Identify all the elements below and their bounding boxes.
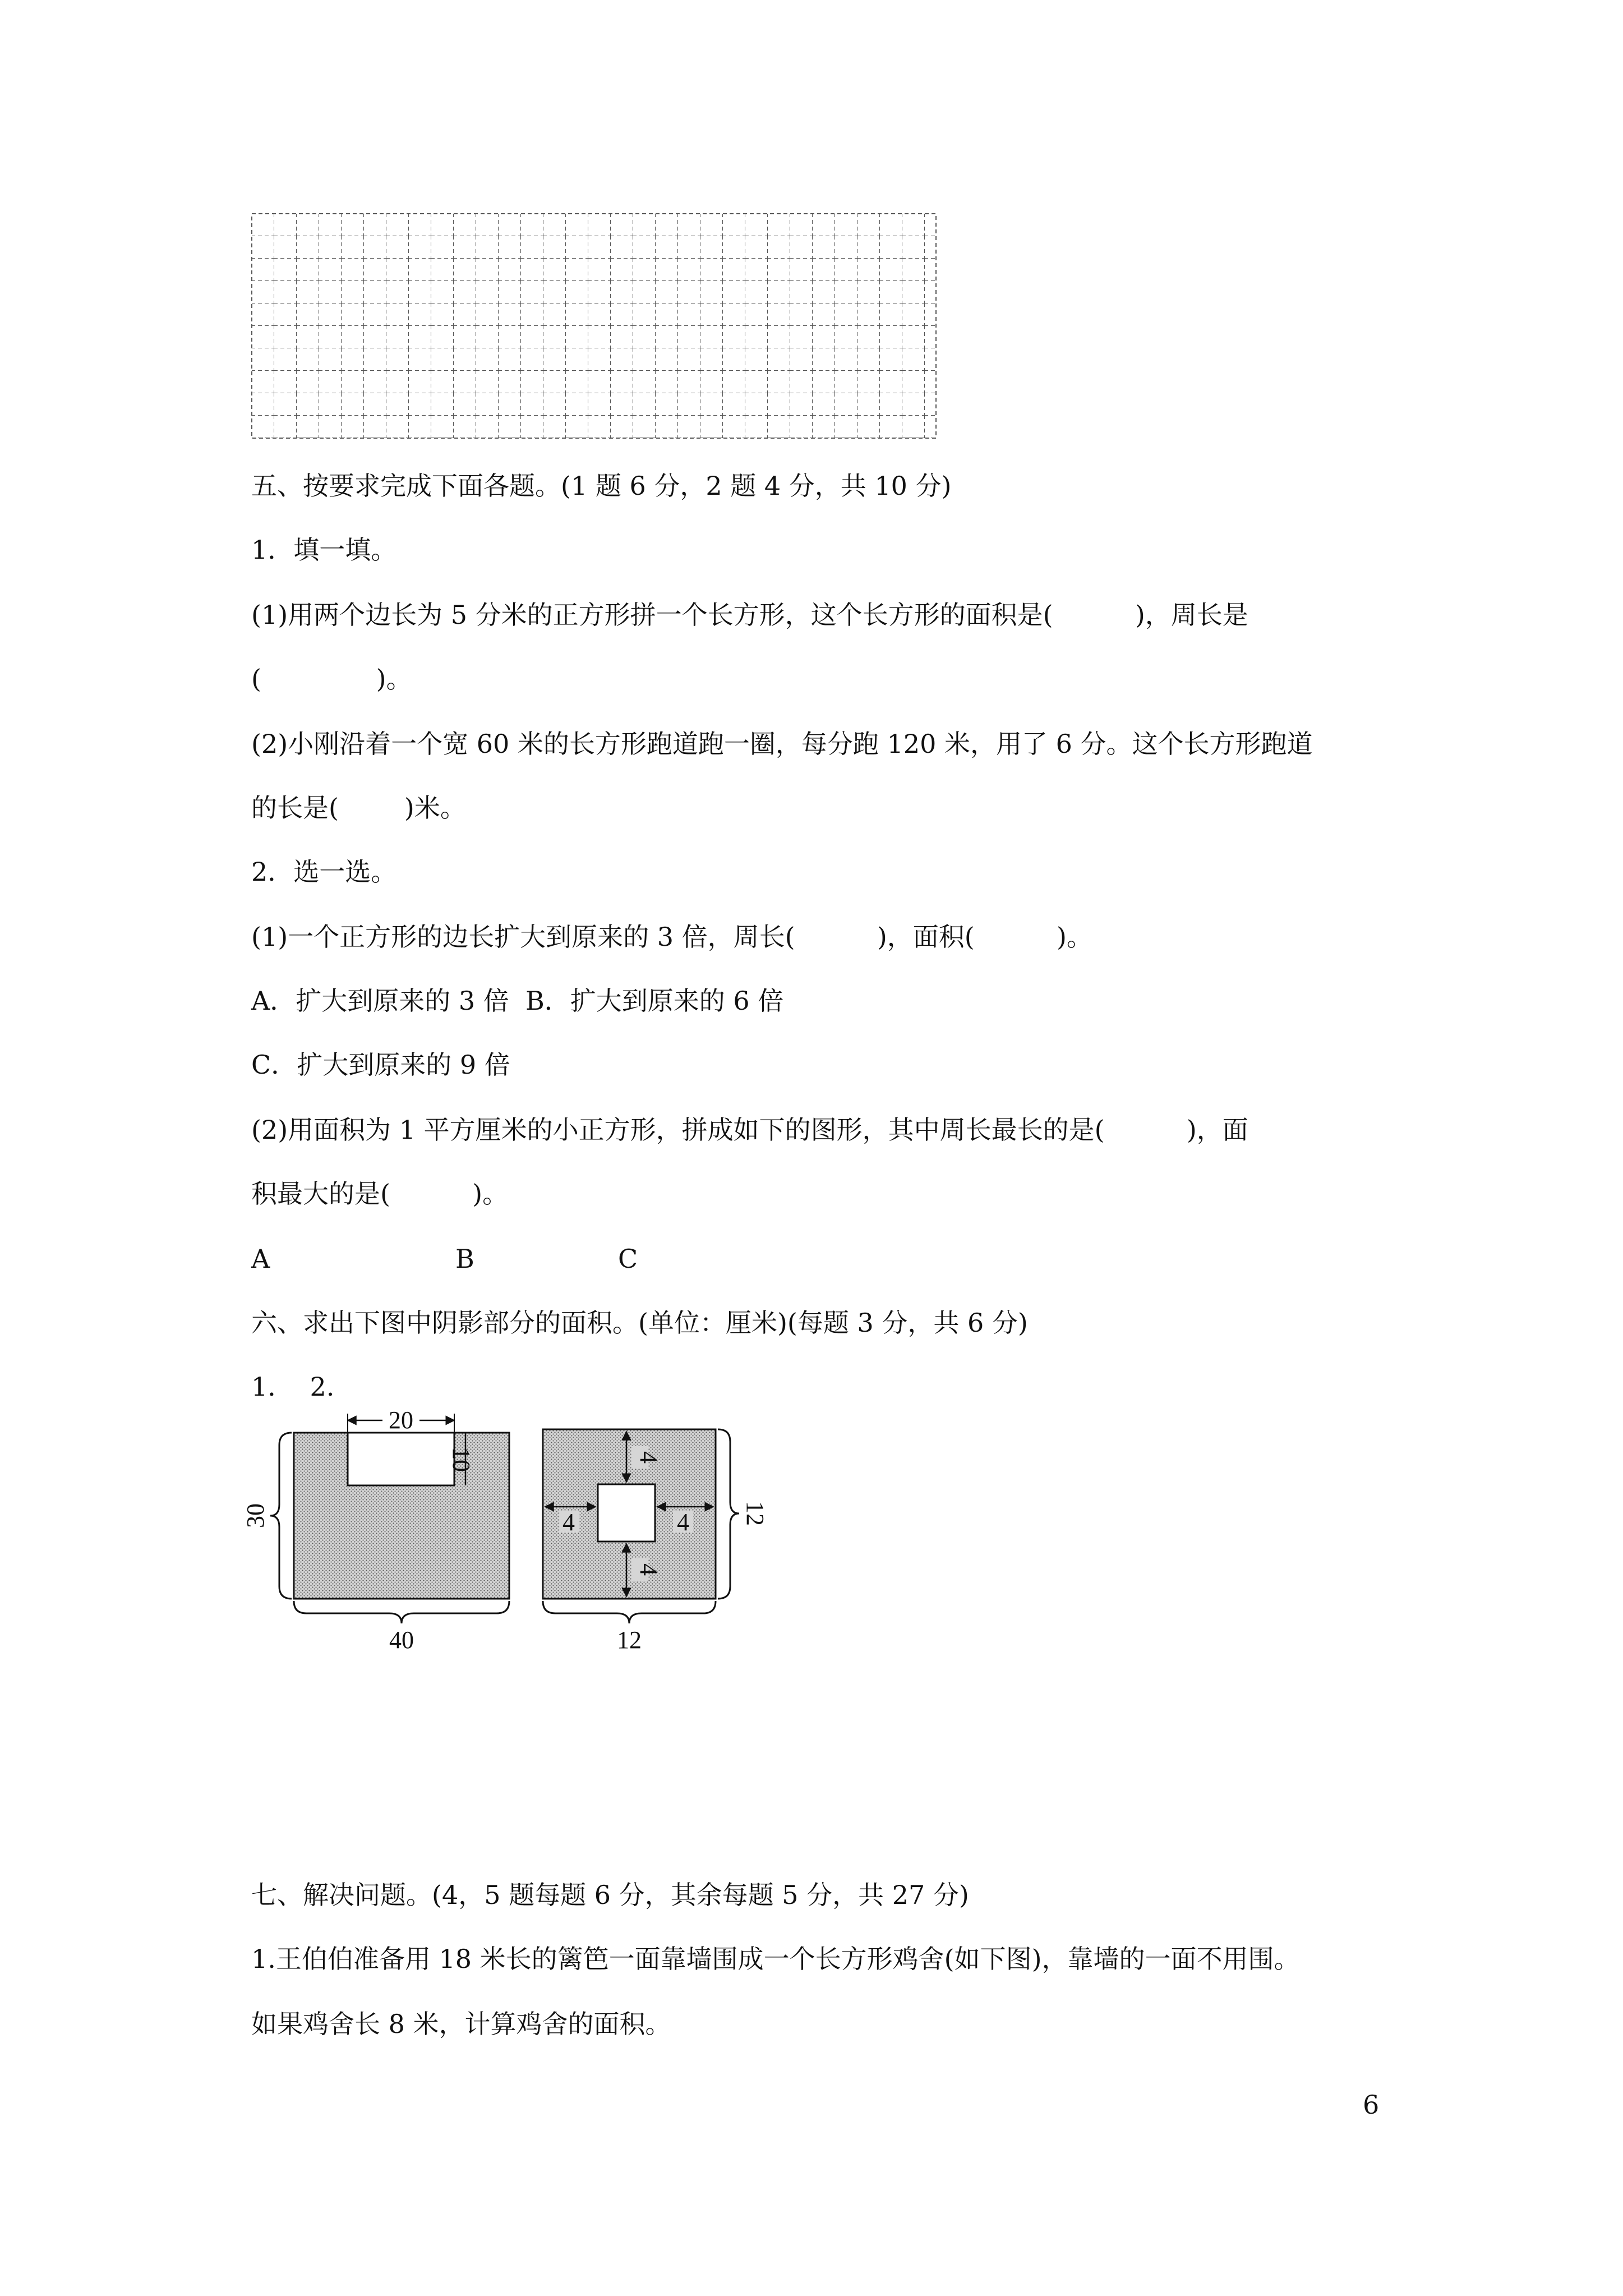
figure-2-bottom-dimension: 4 (635, 1563, 662, 1576)
section-5-heading: 五、按要求完成下面各题。(1 题 6 分，2 题 4 分，共 10 分) (251, 471, 952, 501)
question-1-1-text-cont: ( )。 (251, 664, 412, 694)
figure-1-top-dimension: 20 (389, 1406, 413, 1434)
option-a-b: A．扩大到原来的 3 倍 B．扩大到原来的 6 倍 (251, 986, 784, 1016)
question-numbers: 1． 2. (251, 1372, 335, 1402)
question-1-1-text: (1)用两个边长为 5 分米的正方形拼一个长方形，这个长方形的面积是( )，周长是 (251, 600, 1248, 630)
problem-1-text: 1.王伯伯准备用 18 米长的篱笆一面靠墙围成一个长方形鸡舍(如下图)，靠墙的一面不用围。 (251, 1944, 1300, 1974)
figure-2-right-dimension: 4 (677, 1508, 689, 1536)
figure-1-white-notch (348, 1433, 454, 1485)
figure-label-b: B (455, 1244, 474, 1274)
figure-2-white-square (598, 1484, 655, 1542)
page-number: 6 (1363, 2090, 1380, 2120)
question-2-title: 2．选一选。 (251, 857, 397, 887)
question-2-1-text: (1)一个正方形的边长扩大到原来的 3 倍，周长( )，面积( )。 (251, 922, 1092, 952)
section-6-heading: 六、求出下图中阴影部分的面积。(单位：厘米)(每题 3 分，共 6 分) (251, 1308, 1028, 1338)
question-1-2-text: (2)小刚沿着一个宽 60 米的长方形跑道跑一圈，每分跑 120 米，用了 6 分。这个长方形跑道 (251, 729, 1313, 759)
figure-1-left-dimension: 30 (242, 1503, 269, 1528)
option-c: C．扩大到原来的 9 倍 (251, 1050, 510, 1080)
dashed-grid (251, 213, 947, 443)
question-1-title: 1．填一填。 (251, 535, 397, 565)
figure-2 (543, 1429, 769, 1654)
problem-1-text-cont: 如果鸡舍长 8 米，计算鸡舍的面积。 (251, 2009, 671, 2039)
figure-2-top-dimension: 4 (635, 1451, 662, 1464)
figure-label-a: A (251, 1244, 270, 1274)
section-7-heading: 七、解决问题。(4，5 题每题 6 分，其余每题 5 分，共 27 分) (251, 1880, 969, 1910)
question-2-2-text: (2)用面积为 1 平方厘米的小正方形，拼成如下的图形，其中周长最长的是( )，面 (251, 1115, 1248, 1145)
question-1-2-text-cont: 的长是( )米。 (251, 793, 466, 823)
figure-2-left-dimension: 4 (562, 1508, 575, 1536)
shaded-area-figures (241, 1406, 769, 1666)
figure-1 (242, 1406, 509, 1654)
figure-1-bottom-dimension: 40 (389, 1626, 414, 1654)
question-2-2-text-cont: 积最大的是( )。 (251, 1179, 509, 1209)
figure-2-width-dimension: 12 (617, 1626, 642, 1654)
figure-1-notch-dimension: 10 (448, 1447, 475, 1472)
figure-label-c: C (618, 1244, 638, 1274)
figure-2-side-dimension: 12 (741, 1501, 769, 1526)
